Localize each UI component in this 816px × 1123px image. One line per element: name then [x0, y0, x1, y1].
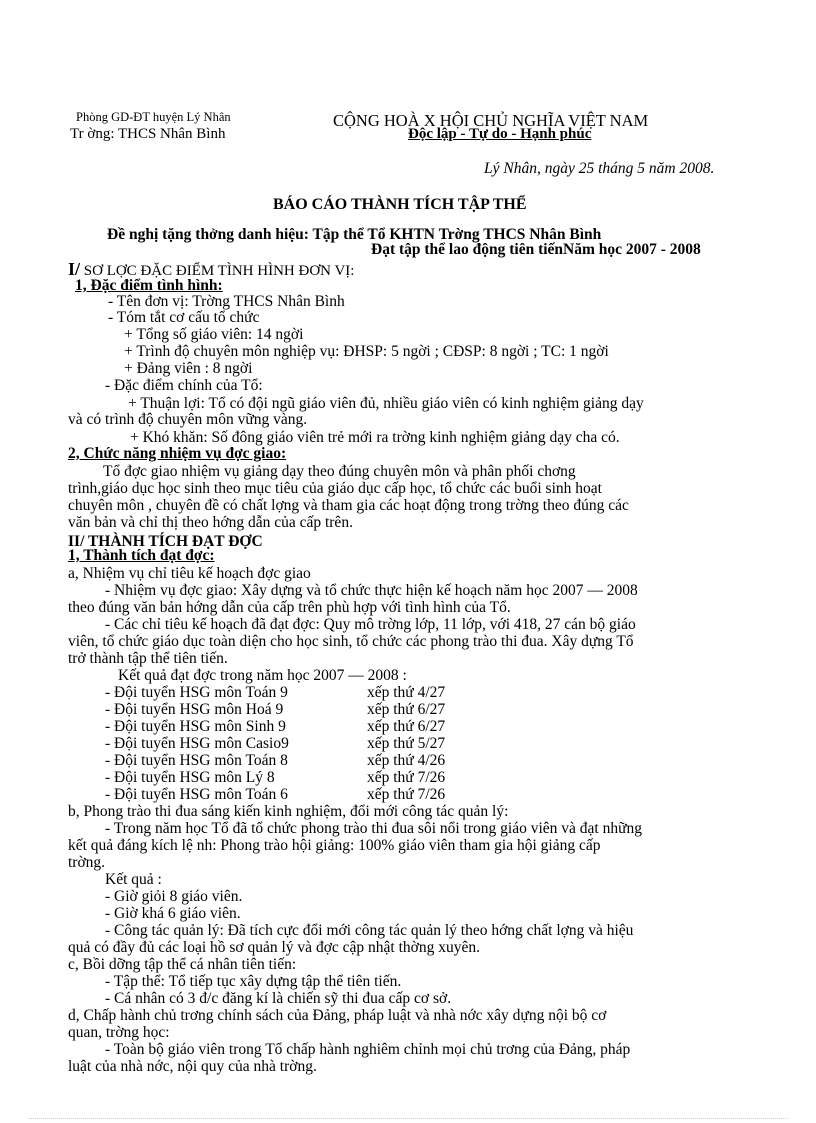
- proposal-line-2: Đạt tập thể lao động tiên tiếnNăm học 2007 - 2008: [371, 241, 701, 258]
- dept-name: Phòng GD-ĐT huyện Lý Nhân: [76, 110, 231, 124]
- c-line-2: - Cá nhân có 3 đ/c đăng kí là chiến sỹ thi đua cấp cơ sở.: [105, 990, 452, 1007]
- a-line-5: trở thành tập thể tiên tiến.: [68, 650, 228, 667]
- b-fair-lessons: - Giờ khá 6 giáo viên.: [105, 905, 241, 922]
- section-1-sub-2: 2, Chức năng nhiệm vụ đợc giao:: [68, 445, 287, 462]
- section-1-title: SƠ LỢC ĐẶC ĐIỂM TÌNH HÌNH ĐƠN VỊ:: [80, 263, 355, 279]
- teacher-count-line: + Tổng số giáo viên: 14 ngời: [124, 326, 304, 343]
- report-date: Lý Nhân, ngày 25 tháng 5 năm 2008.: [484, 160, 715, 177]
- result-rank: xếp thứ 6/27: [367, 718, 446, 735]
- result-team: - Đội tuyển HSG môn Lý 8: [105, 769, 275, 786]
- a-line-4: viên, tổ chức giáo dục toàn diện cho học sinh, tổ chức các phong trào thi đua. Xây dựng Tổ: [68, 633, 634, 650]
- b-results-label: Kết quả :: [105, 871, 162, 888]
- task-para-1: Tổ đợc giao nhiệm vụ giảng dạy theo đúng chuyên môn và phân phối chơng: [103, 463, 576, 480]
- section-b-title: b, Phong trào thi đua sáng kiến kinh nghiệm, đổi mới công tác quản lý:: [68, 803, 509, 820]
- result-rank: xếp thứ 7/26: [367, 769, 446, 786]
- results-intro: Kết quả đạt đợc trong năm học 2007 — 2008 :: [118, 667, 407, 684]
- result-team: - Đội tuyển HSG môn Casio9: [105, 735, 289, 752]
- unit-name-line: - Tên đơn vị: Trờng THCS Nhân Bình: [108, 293, 345, 310]
- qualification-line: + Trình độ chuyên môn nghiệp vụ: ĐHSP: 5 ngời ; CĐSP: 8 ngời ; TC: 1 ngời: [124, 343, 609, 360]
- result-rank: xếp thứ 7/26: [367, 786, 446, 803]
- page-bottom-border: [28, 1118, 788, 1119]
- result-team: - Đội tuyển HSG môn Toán 6: [105, 786, 288, 803]
- d-line-2: quan, trờng học:: [68, 1024, 170, 1041]
- b-management-2: quả có đầy đủ các loại hồ sơ quản lý và đợc cập nhật thờng xuyên.: [68, 939, 480, 956]
- result-team: - Đội tuyển HSG môn Toán 8: [105, 752, 288, 769]
- b-line-1: - Trong năm học Tổ đã tổ chức phong trào thi đua sôi nổi trong giáo viên và đạt những: [105, 820, 642, 837]
- result-team: - Đội tuyển HSG môn Toán 9: [105, 684, 288, 701]
- report-title: BÁO CÁO THÀNH TÍCH TẬP THỂ: [273, 196, 527, 213]
- a-line-2: theo đúng văn bản hớng dẫn của cấp trên phù hợp với tình hình của Tổ.: [68, 599, 511, 616]
- d-line-4: luật của nhà nớc, nội quy của nhà trờng.: [68, 1058, 317, 1075]
- features-line: - Đặc điểm chính của Tổ:: [105, 377, 263, 394]
- d-line-3: - Toàn bộ giáo viên trong Tổ chấp hành nghiêm chỉnh mọi chủ trơng của Đảng, pháp: [105, 1041, 631, 1058]
- section-2-sub-1: 1, Thành tích đạt đợc:: [68, 547, 215, 564]
- b-line-3: trờng.: [68, 854, 106, 871]
- republic-title: CỘNG HOÀ X HỘI CHỦ NGHĨA VIỆT NAM: [333, 111, 649, 130]
- task-para-3: chuyên môn , chuyên đề có chất lợng và tham gia các hoạt động trong trờng theo đúng các: [68, 497, 629, 514]
- result-rank: xếp thứ 4/26: [367, 752, 446, 769]
- a-line-3: - Các chỉ tiêu kế hoạch đã đạt đợc: Quy mô trờng lớp, 11 lớp, với 418, 27 cán bộ giáo: [105, 616, 636, 633]
- section-2-heading: II/ THÀNH TÍCH ĐẠT ĐỢC: [68, 533, 263, 550]
- b-line-2: kết quả đáng kích lệ nh: Phong trào hội giảng: 100% giáo viên tham gia hội giảng cấp: [68, 837, 601, 854]
- section-d-title: d, Chấp hành chủ trơng chính sách của Đảng, pháp luật và nhà nớc xây dựng nội bộ cơ: [68, 1007, 607, 1024]
- b-good-lessons: - Giờ giỏi 8 giáo viên.: [105, 888, 243, 905]
- b-management-1: - Công tác quản lý: Đã tích cực đổi mới công tác quản lý theo hớng chất lợng và hiệu: [105, 922, 634, 939]
- result-rank: xếp thứ 6/27: [367, 701, 446, 718]
- result-team: - Đội tuyển HSG môn Sinh 9: [105, 718, 286, 735]
- advantage-line: + Thuận lợi: Tổ có đội ngũ giáo viên đủ, nhiều giáo viên có kinh nghiệm giảng dạy: [128, 395, 644, 412]
- section-1-sub-1: 1, Đặc điểm tình hình:: [75, 277, 223, 294]
- section-a-title: a, Nhiệm vụ chỉ tiêu kế hoạch đợc giao: [68, 565, 311, 582]
- result-rank: xếp thứ 4/27: [367, 684, 446, 701]
- motto: Độc lập - Tự do - Hạnh phúc: [408, 126, 592, 142]
- structure-line: - Tóm tắt cơ cấu tổ chức: [108, 309, 260, 326]
- section-c-title: c, Bồi dỡng tập thể cá nhân tiên tiến:: [68, 956, 297, 973]
- proposal-line: Đề nghị tặng thởng danh hiệu: Tập thể Tổ KHTN Trờng THCS Nhân Bình: [107, 226, 602, 243]
- party-member-line: + Đảng viên : 8 ngời: [124, 360, 253, 377]
- task-para-4: văn bản và chỉ thị theo hớng dẫn của cấp trên.: [68, 514, 353, 531]
- a-line-1: - Nhiệm vụ đợc giao: Xây dựng và tổ chức thực hiện kế hoạch năm học 2007 — 2008: [105, 582, 638, 599]
- advantage-line-2: và có trình độ chuyên môn vững vàng.: [68, 411, 308, 428]
- task-para-2: trình,giáo dục học sinh theo mục tiêu của giáo dục cấp học, tổ chức các buổi sinh hoạt: [68, 480, 602, 497]
- c-line-1: - Tập thể: Tổ tiếp tục xây dựng tập thể tiên tiến.: [105, 973, 402, 990]
- difficulty-line: + Khó khăn: Số đông giáo viên trẻ mới ra trờng kinh nghiệm giảng dạy cha có.: [130, 429, 620, 446]
- school-name: Tr ờng: THCS Nhân Bình: [70, 126, 226, 142]
- result-rank: xếp thứ 5/27: [367, 735, 446, 752]
- section-1-number: I/: [68, 259, 81, 279]
- result-team: - Đội tuyển HSG môn Hoá 9: [105, 701, 284, 718]
